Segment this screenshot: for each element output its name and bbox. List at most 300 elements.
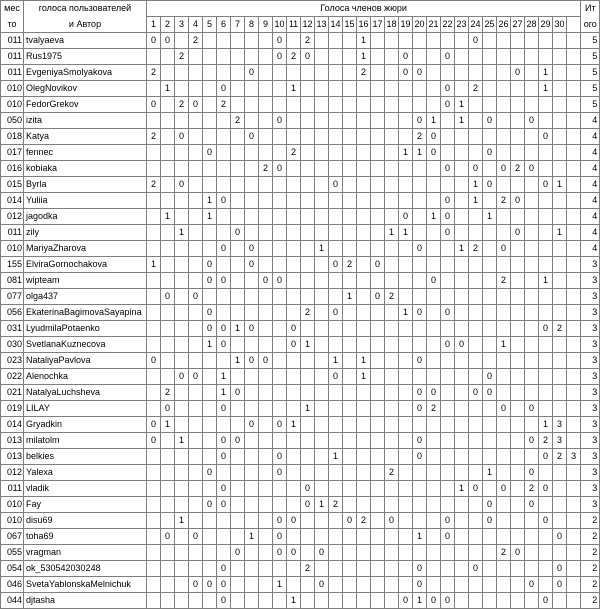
vote-cell-11: [287, 129, 301, 145]
vote-cell-24: [469, 529, 483, 545]
vote-cell-6: [217, 465, 231, 481]
vote-cell-29: [539, 49, 553, 65]
row-place: 014: [1, 417, 24, 433]
vote-cell-31: [567, 353, 581, 369]
vote-cell-9: [259, 513, 273, 529]
vote-cell-24: [469, 593, 483, 609]
table-row: [1, 497, 600, 513]
vote-cell-23: [455, 145, 469, 161]
vote-cell-11: 2: [287, 49, 301, 65]
vote-cell-6: 1: [217, 369, 231, 385]
vote-cell-28: [525, 417, 539, 433]
row-user-name: vragman: [24, 545, 147, 561]
vote-cell-21: [427, 81, 441, 97]
vote-cell-1: [147, 385, 161, 401]
vote-cell-1: [147, 337, 161, 353]
vote-cell-25: [483, 161, 497, 177]
vote-cell-10: [273, 321, 287, 337]
vote-cell-13: [315, 305, 329, 321]
vote-cell-1: [147, 513, 161, 529]
vote-cell-4: 0: [189, 97, 203, 113]
vote-cell-2: [161, 65, 175, 81]
vote-cell-7: [231, 257, 245, 273]
vote-cell-12: 2: [301, 33, 315, 49]
vote-cell-26: 2: [497, 273, 511, 289]
vote-cell-10: [273, 289, 287, 305]
row-place: 010: [1, 497, 24, 513]
vote-cell-6: [217, 289, 231, 305]
vote-cell-30: 2: [553, 449, 567, 465]
vote-cell-25: [483, 65, 497, 81]
vote-cell-2: [161, 225, 175, 241]
vote-cell-19: [399, 497, 413, 513]
vote-cell-12: [301, 529, 315, 545]
table-row: [1, 129, 600, 145]
vote-cell-14: [329, 129, 343, 145]
vote-cell-17: 0: [371, 289, 385, 305]
vote-cell-7: [231, 577, 245, 593]
vote-cell-3: [175, 209, 189, 225]
vote-cell-21: [427, 465, 441, 481]
vote-cell-29: [539, 577, 553, 593]
judge-header-10: 10: [273, 17, 287, 33]
vote-cell-27: [511, 353, 525, 369]
vote-cell-19: [399, 337, 413, 353]
vote-cell-20: [413, 289, 427, 305]
vote-cell-25: [483, 97, 497, 113]
vote-cell-17: [371, 449, 385, 465]
row-place: 155: [1, 257, 24, 273]
vote-cell-13: [315, 273, 329, 289]
vote-cell-14: [329, 33, 343, 49]
vote-cell-13: [315, 593, 329, 609]
row-total: 2: [581, 513, 600, 529]
vote-cell-28: [525, 289, 539, 305]
vote-cell-31: [567, 305, 581, 321]
vote-cell-15: [343, 225, 357, 241]
vote-cell-28: [525, 385, 539, 401]
vote-cell-17: [371, 369, 385, 385]
vote-cell-3: 0: [175, 177, 189, 193]
vote-cell-26: [497, 417, 511, 433]
vote-cell-6: 0: [217, 449, 231, 465]
judge-header-30: 30: [553, 17, 567, 33]
vote-cell-16: [357, 481, 371, 497]
vote-cell-26: 0: [497, 401, 511, 417]
vote-cell-30: [553, 113, 567, 129]
table-row: [1, 177, 600, 193]
vote-cell-24: 0: [469, 481, 483, 497]
row-total: 3: [581, 337, 600, 353]
vote-cell-19: 1: [399, 305, 413, 321]
vote-cell-21: [427, 497, 441, 513]
vote-cell-4: [189, 513, 203, 529]
vote-cell-5: [203, 225, 217, 241]
vote-cell-19: 0: [399, 209, 413, 225]
vote-cell-10: [273, 193, 287, 209]
vote-cell-7: [231, 65, 245, 81]
vote-cell-7: [231, 337, 245, 353]
row-user-name: ElviraGornochakova: [24, 257, 147, 273]
vote-cell-1: [147, 577, 161, 593]
vote-cell-2: [161, 273, 175, 289]
vote-cell-23: 1: [455, 113, 469, 129]
vote-cell-4: [189, 465, 203, 481]
vote-cell-21: [427, 577, 441, 593]
vote-cell-22: [441, 401, 455, 417]
vote-cell-25: [483, 593, 497, 609]
vote-cell-27: [511, 49, 525, 65]
vote-cell-19: [399, 97, 413, 113]
vote-cell-17: [371, 81, 385, 97]
vote-cell-13: [315, 417, 329, 433]
vote-cell-1: 0: [147, 353, 161, 369]
vote-cell-24: 0: [469, 561, 483, 577]
vote-cell-4: [189, 449, 203, 465]
vote-cell-24: 2: [469, 241, 483, 257]
vote-cell-30: 3: [553, 417, 567, 433]
vote-cell-11: [287, 65, 301, 81]
vote-cell-4: [189, 561, 203, 577]
vote-cell-10: 0: [273, 113, 287, 129]
vote-cell-1: [147, 449, 161, 465]
vote-cell-19: [399, 481, 413, 497]
vote-cell-17: [371, 513, 385, 529]
vote-cell-31: [567, 161, 581, 177]
vote-cell-14: 0: [329, 177, 343, 193]
vote-cell-23: [455, 65, 469, 81]
vote-cell-24: [469, 449, 483, 465]
table-row: [1, 401, 600, 417]
table-row: [1, 49, 600, 65]
vote-cell-25: 1: [483, 465, 497, 481]
vote-cell-22: [441, 545, 455, 561]
vote-cell-22: [441, 65, 455, 81]
vote-cell-20: [413, 209, 427, 225]
row-place: 022: [1, 369, 24, 385]
vote-cell-17: [371, 321, 385, 337]
row-place: 011: [1, 65, 24, 81]
vote-cell-23: [455, 305, 469, 321]
vote-cell-24: 0: [469, 161, 483, 177]
vote-cell-25: [483, 545, 497, 561]
vote-cell-20: 0: [413, 433, 427, 449]
row-total: 3: [581, 401, 600, 417]
vote-cell-26: [497, 353, 511, 369]
vote-cell-24: [469, 465, 483, 481]
vote-cell-18: [385, 177, 399, 193]
vote-cell-19: [399, 289, 413, 305]
vote-cell-9: [259, 545, 273, 561]
vote-cell-11: [287, 497, 301, 513]
vote-cell-8: [245, 209, 259, 225]
vote-cell-20: 2: [413, 129, 427, 145]
vote-cell-4: [189, 81, 203, 97]
vote-cell-4: [189, 401, 203, 417]
vote-cell-31: [567, 529, 581, 545]
vote-cell-9: [259, 209, 273, 225]
vote-cell-20: 0: [413, 577, 427, 593]
vote-cell-22: 0: [441, 593, 455, 609]
vote-cell-26: [497, 49, 511, 65]
vote-cell-23: [455, 577, 469, 593]
vote-cell-27: 2: [511, 161, 525, 177]
vote-cell-8: [245, 161, 259, 177]
vote-cell-25: [483, 81, 497, 97]
vote-cell-16: [357, 113, 371, 129]
vote-cell-11: [287, 433, 301, 449]
vote-cell-8: [245, 369, 259, 385]
vote-cell-17: [371, 129, 385, 145]
vote-cell-21: [427, 289, 441, 305]
vote-cell-14: [329, 81, 343, 97]
vote-cell-15: [343, 353, 357, 369]
vote-cell-13: 1: [315, 497, 329, 513]
vote-cell-19: [399, 257, 413, 273]
vote-cell-6: 0: [217, 273, 231, 289]
vote-cell-26: 2: [497, 193, 511, 209]
vote-cell-15: [343, 449, 357, 465]
vote-cell-16: [357, 337, 371, 353]
vote-cell-7: [231, 497, 245, 513]
vote-cell-9: [259, 65, 273, 81]
judge-header-13: 13: [315, 17, 329, 33]
vote-cell-16: [357, 497, 371, 513]
vote-cell-23: 0: [455, 337, 469, 353]
vote-cell-27: [511, 513, 525, 529]
vote-cell-23: [455, 417, 469, 433]
vote-cell-14: [329, 321, 343, 337]
vote-cell-11: [287, 449, 301, 465]
vote-cell-6: [217, 145, 231, 161]
vote-cell-8: [245, 305, 259, 321]
vote-cell-28: 0: [525, 401, 539, 417]
vote-cell-3: [175, 273, 189, 289]
row-user-name: ok_530542030248: [24, 561, 147, 577]
vote-cell-1: [147, 193, 161, 209]
vote-cell-27: [511, 273, 525, 289]
vote-cell-29: [539, 225, 553, 241]
vote-cell-7: [231, 241, 245, 257]
vote-cell-12: [301, 577, 315, 593]
row-user-name: olga437: [24, 289, 147, 305]
row-user-name: Katya: [24, 129, 147, 145]
vote-cell-16: [357, 289, 371, 305]
vote-cell-24: [469, 289, 483, 305]
vote-cell-12: 1: [301, 337, 315, 353]
vote-cell-9: [259, 289, 273, 305]
judge-header-2: 2: [161, 17, 175, 33]
row-place: 011: [1, 225, 24, 241]
judge-header-28: 28: [525, 17, 539, 33]
vote-cell-1: [147, 321, 161, 337]
row-total: 2: [581, 545, 600, 561]
row-user-name: kobiaka: [24, 161, 147, 177]
vote-cell-7: 1: [231, 321, 245, 337]
vote-cell-31: [567, 385, 581, 401]
vote-cell-13: [315, 289, 329, 305]
vote-cell-6: 1: [217, 385, 231, 401]
table-row: [1, 257, 600, 273]
vote-cell-22: [441, 385, 455, 401]
vote-cell-14: 0: [329, 369, 343, 385]
vote-cell-20: 0: [413, 449, 427, 465]
vote-cell-30: 0: [553, 529, 567, 545]
vote-cell-11: [287, 113, 301, 129]
row-user-name: belkies: [24, 449, 147, 465]
vote-cell-24: 0: [469, 385, 483, 401]
vote-cell-13: [315, 161, 329, 177]
vote-cell-27: [511, 241, 525, 257]
table-row: [1, 97, 600, 113]
vote-cell-17: [371, 113, 385, 129]
vote-cell-4: [189, 433, 203, 449]
vote-cell-3: [175, 193, 189, 209]
vote-cell-5: [203, 97, 217, 113]
vote-cell-26: [497, 577, 511, 593]
row-total: 4: [581, 113, 600, 129]
vote-cell-24: [469, 513, 483, 529]
vote-cell-29: [539, 145, 553, 161]
vote-cell-24: [469, 433, 483, 449]
vote-cell-15: 0: [343, 513, 357, 529]
vote-cell-17: [371, 97, 385, 113]
vote-cell-25: 0: [483, 513, 497, 529]
vote-cell-12: [301, 545, 315, 561]
vote-cell-27: 0: [511, 545, 525, 561]
vote-cell-12: [301, 241, 315, 257]
vote-cell-2: [161, 353, 175, 369]
vote-cell-14: [329, 49, 343, 65]
vote-cell-19: [399, 241, 413, 257]
vote-cell-28: [525, 513, 539, 529]
vote-cell-30: [553, 305, 567, 321]
vote-cell-9: [259, 193, 273, 209]
vote-cell-3: 1: [175, 225, 189, 241]
vote-cell-19: [399, 33, 413, 49]
vote-cell-2: 1: [161, 81, 175, 97]
vote-cell-16: [357, 545, 371, 561]
vote-cell-16: [357, 241, 371, 257]
vote-cell-9: 0: [259, 273, 273, 289]
row-place: 010: [1, 241, 24, 257]
vote-cell-20: [413, 545, 427, 561]
vote-cell-29: [539, 193, 553, 209]
vote-cell-20: 0: [413, 561, 427, 577]
vote-cell-16: [357, 449, 371, 465]
vote-cell-2: 2: [161, 385, 175, 401]
vote-cell-29: [539, 257, 553, 273]
vote-cell-13: [315, 257, 329, 273]
vote-cell-3: [175, 257, 189, 273]
vote-cell-19: [399, 561, 413, 577]
vote-cell-13: [315, 561, 329, 577]
vote-cell-18: [385, 529, 399, 545]
vote-cell-4: [189, 193, 203, 209]
vote-cell-3: 0: [175, 369, 189, 385]
vote-cell-15: [343, 241, 357, 257]
vote-cell-18: [385, 385, 399, 401]
vote-cell-26: [497, 97, 511, 113]
vote-cell-4: [189, 545, 203, 561]
vote-cell-31: [567, 113, 581, 129]
vote-cell-4: [189, 481, 203, 497]
row-total: 2: [581, 577, 600, 593]
vote-cell-11: [287, 161, 301, 177]
row-user-name: NatalyaLuchsheva: [24, 385, 147, 401]
vote-cell-22: 0: [441, 225, 455, 241]
judge-header-9: 9: [259, 17, 273, 33]
vote-cell-29: [539, 305, 553, 321]
vote-cell-8: [245, 545, 259, 561]
vote-cell-27: [511, 337, 525, 353]
vote-cell-17: [371, 305, 385, 321]
vote-cell-31: [567, 577, 581, 593]
vote-cell-27: [511, 129, 525, 145]
vote-cell-28: 0: [525, 113, 539, 129]
vote-cell-23: [455, 465, 469, 481]
vote-cell-20: [413, 497, 427, 513]
vote-cell-10: [273, 257, 287, 273]
judge-header-24: 24: [469, 17, 483, 33]
row-place: 031: [1, 321, 24, 337]
judge-header-15: 15: [343, 17, 357, 33]
vote-cell-24: [469, 145, 483, 161]
vote-cell-3: [175, 497, 189, 513]
vote-cell-13: [315, 385, 329, 401]
vote-cell-5: 0: [203, 257, 217, 273]
vote-cell-12: [301, 353, 315, 369]
vote-cell-14: [329, 561, 343, 577]
row-total: 2: [581, 561, 600, 577]
vote-cell-21: [427, 449, 441, 465]
vote-cell-5: [203, 433, 217, 449]
row-total: 5: [581, 33, 600, 49]
vote-cell-8: [245, 385, 259, 401]
vote-cell-30: [553, 513, 567, 529]
vote-cell-23: [455, 433, 469, 449]
vote-cell-10: [273, 401, 287, 417]
vote-cell-10: [273, 81, 287, 97]
vote-cell-12: [301, 257, 315, 273]
vote-cell-1: 2: [147, 177, 161, 193]
vote-cell-20: [413, 225, 427, 241]
vote-cell-9: [259, 49, 273, 65]
vote-cell-4: [189, 177, 203, 193]
row-place: 081: [1, 273, 24, 289]
vote-cell-13: [315, 193, 329, 209]
vote-cell-24: [469, 577, 483, 593]
vote-cell-27: [511, 401, 525, 417]
vote-cell-29: 2: [539, 433, 553, 449]
vote-cell-26: 0: [497, 161, 511, 177]
vote-cell-26: [497, 145, 511, 161]
vote-cell-6: 0: [217, 433, 231, 449]
vote-cell-7: [231, 561, 245, 577]
vote-cell-21: [427, 33, 441, 49]
vote-cell-23: [455, 545, 469, 561]
vote-cell-26: [497, 33, 511, 49]
vote-cell-6: 0: [217, 593, 231, 609]
vote-cell-8: [245, 513, 259, 529]
vote-cell-26: [497, 369, 511, 385]
vote-cell-29: [539, 33, 553, 49]
vote-cell-26: [497, 129, 511, 145]
vote-cell-24: [469, 113, 483, 129]
vote-cell-28: [525, 273, 539, 289]
vote-cell-6: [217, 65, 231, 81]
vote-cell-15: [343, 193, 357, 209]
